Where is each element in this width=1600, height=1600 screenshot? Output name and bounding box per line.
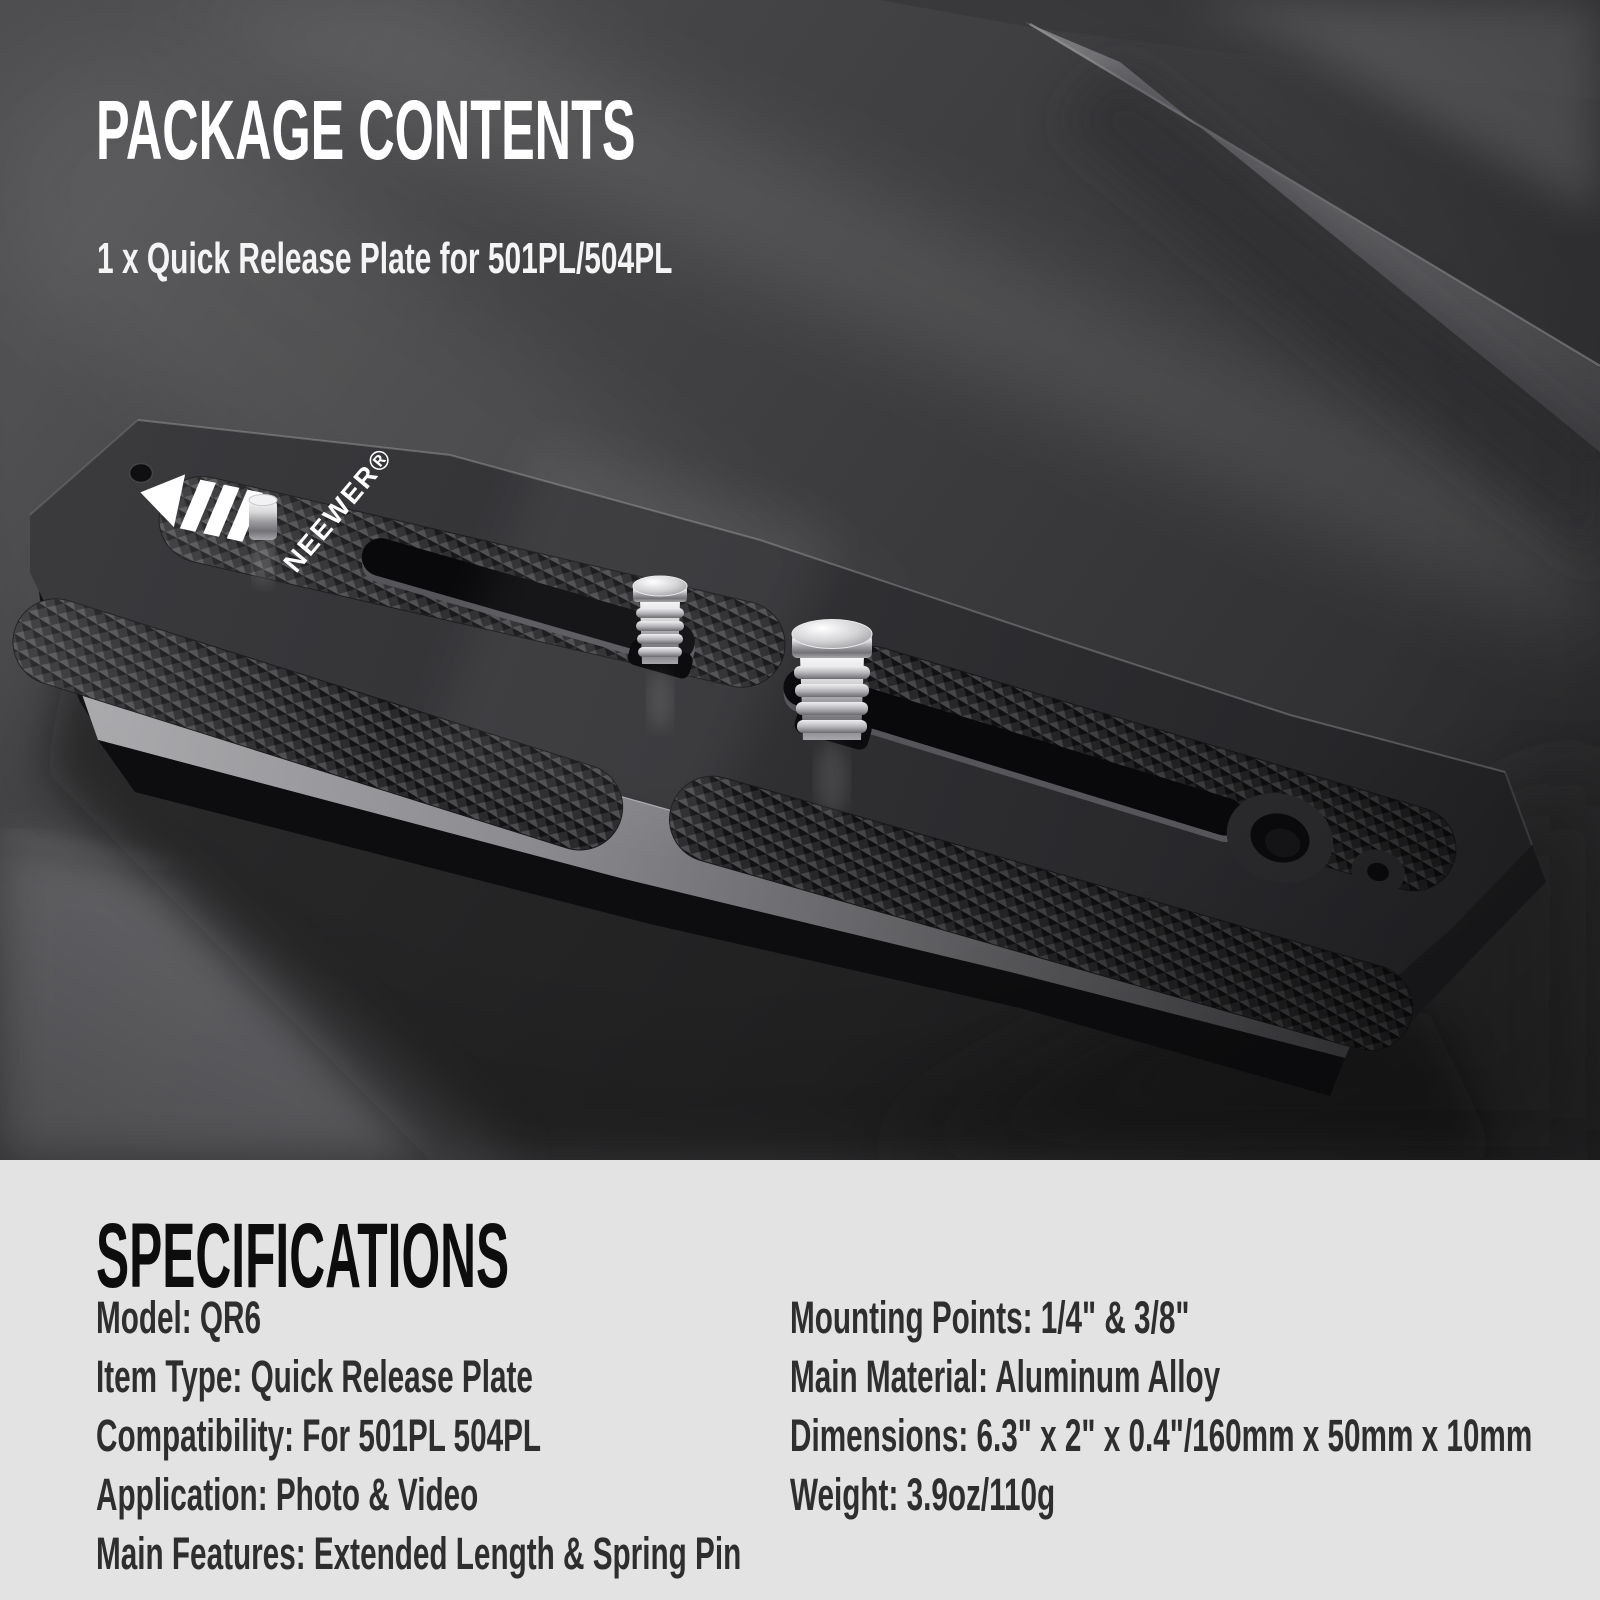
spec-compatibility: Compatibility: For 501PL 504PL [96, 1410, 542, 1461]
spec-main-material: Main Material: Aluminum Alloy [790, 1351, 1221, 1402]
spec-mounting-points: Mounting Points: 1/4" & 3/8" [790, 1292, 1190, 1343]
package-contents-item: 1 x Quick Release Plate for 501PL/504PL [97, 234, 673, 283]
spec-application: Application: Photo & Video [96, 1469, 479, 1520]
spec-column-right [790, 1288, 1600, 1524]
specifications-title: SPECIFICATIONS [96, 1205, 510, 1307]
spec-weight: Weight: 3.9oz/110g [790, 1469, 1056, 1520]
spec-model: Model: QR6 [96, 1292, 262, 1343]
spec-item-type: Item Type: Quick Release Plate [96, 1351, 533, 1402]
spec-main-features: Main Features: Extended Length & Spring Pin [96, 1528, 742, 1579]
spec-dimensions: Dimensions: 6.3" x 2" x 0.4"/160mm x 50mm x 10mm [790, 1410, 1533, 1461]
package-contents-title: PACKAGE CONTENTS [96, 83, 636, 177]
specifications-section [0, 1160, 1600, 1600]
